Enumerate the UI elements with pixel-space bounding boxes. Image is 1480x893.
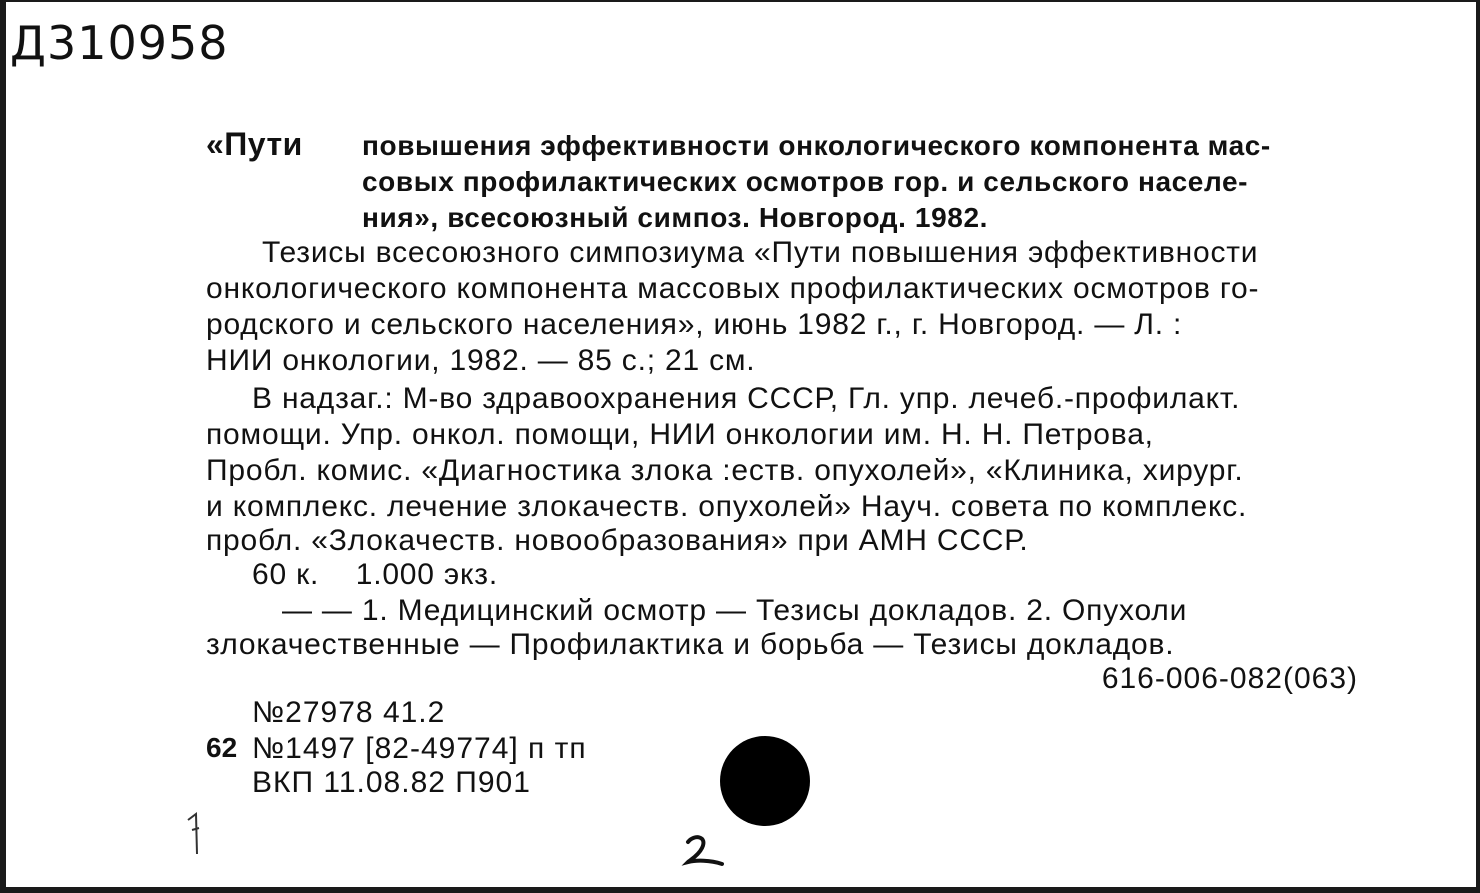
handwritten-mark-2: [680, 830, 730, 870]
subjects-line-2: злокачественные — Профилактика и борьба — Тезисы докладов.: [206, 628, 1175, 661]
heading-line-3: ния», всесоюзный симпоз. Новгород. 1982.: [362, 202, 988, 233]
body-line-4: НИИ онкологии, 1982. — 85 с.; 21 см.: [206, 344, 756, 377]
meta-line-1: №27978 41.2: [252, 696, 446, 729]
heading-line-1: повышения эффективности онкологического компонента мас-: [362, 130, 1271, 161]
meta-line-2: №1497 [82-49774] п тп: [252, 732, 587, 765]
body-line-9: пробл. «Злокачеств. новообразования» при АМН СССР.: [206, 524, 1029, 557]
catalog-number: Д310958: [10, 16, 229, 70]
punch-hole-dot: [720, 736, 810, 826]
heading-line-2: совых профилактических осмотров гор. и сельского населе-: [362, 166, 1249, 197]
classification-code: 616-006-082(063): [1101, 662, 1358, 695]
body-line-2: онкологического компонента массовых профилактических осмотров го-: [206, 272, 1260, 305]
body-line-5: В надзаг.: М-во здравоохранения СССР, Гл. упр. лечеб.-профилакт.: [252, 382, 1241, 415]
body-line-6: помощи. Упр. онкол. помощи, НИИ онкологии им. Н. Н. Петрова,: [206, 418, 1154, 451]
handwritten-mark-1: [178, 810, 208, 858]
price-and-copies: 60 к. 1.000 экз.: [252, 558, 498, 591]
body-line-7: Пробл. комис. «Диагностика злока :еств. опухолей», «Клиника, хирург.: [206, 454, 1244, 487]
body-line-1: Тезисы всесоюзного симпозиума «Пути повышения эффективности: [262, 236, 1259, 269]
bold-number: 62: [206, 732, 238, 763]
meta-line-3: ВКП 11.08.82 П901: [252, 766, 531, 799]
body-line-8: и комплекс. лечение злокачеств. опухолей» Науч. совета по комплекс.: [206, 490, 1248, 523]
body-line-3: родского и сельского населения», июнь 1982 г., г. Новгород. — Л. :: [206, 308, 1183, 341]
subjects-line-1: — — 1. Медицинский осмотр — Тезисы докладов. 2. Опухоли: [282, 594, 1188, 627]
title-lead: «Пути: [206, 126, 303, 162]
